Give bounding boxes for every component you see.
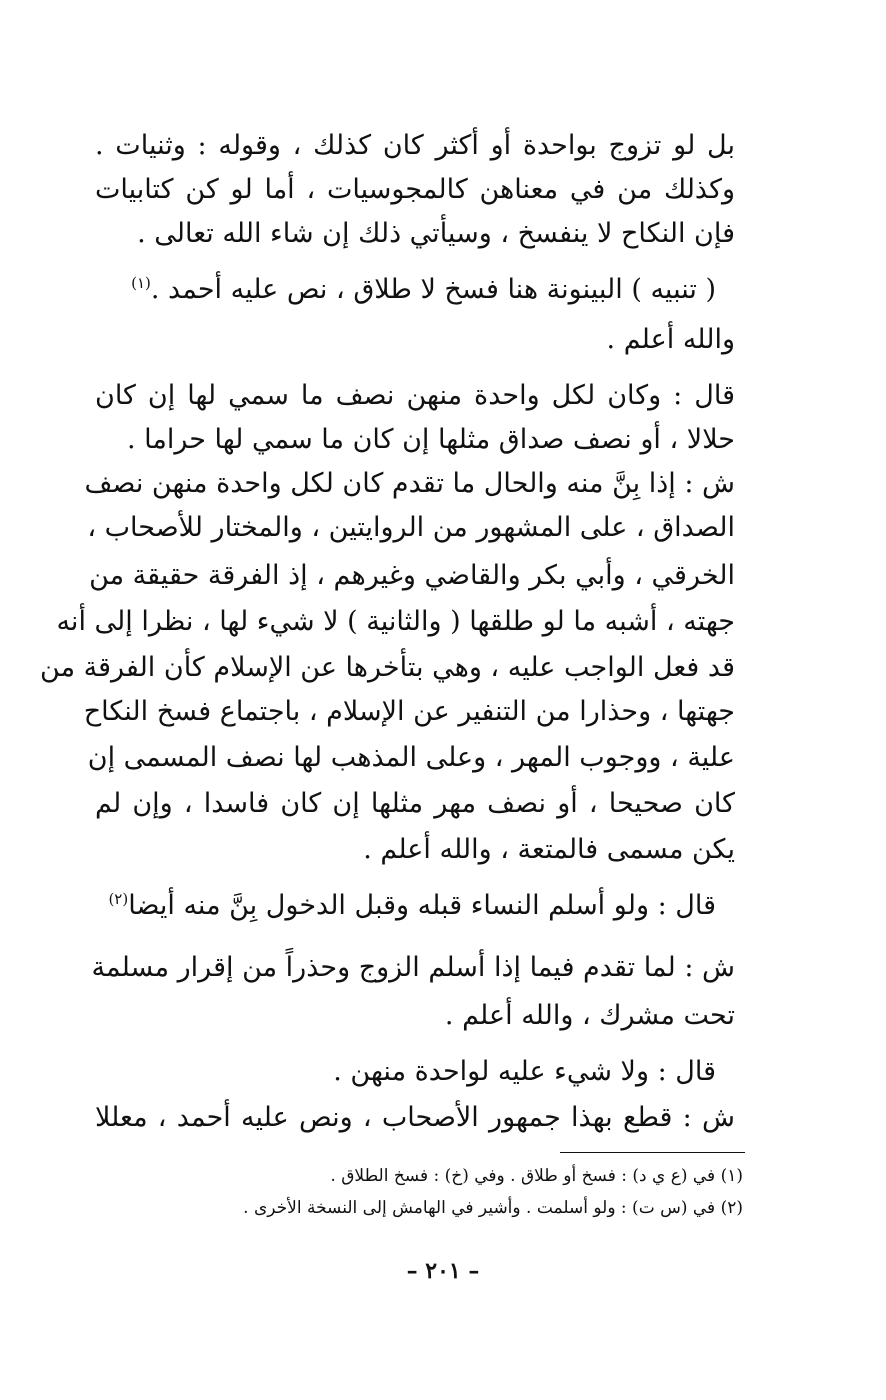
text-line: حلالا ، أو نصف صداق مثلها إن كان ما سمي لها حراما .	[126, 424, 735, 455]
footnote-ref: (١)	[131, 274, 151, 292]
text-line: تحت مشرك ، والله أعلم .	[444, 1000, 735, 1031]
footnote-separator	[560, 1152, 745, 1153]
text-line: قال : وكان لكل واحدة منهن نصف ما سمي لها إن كان	[95, 380, 735, 411]
text-line: والله أعلم .	[606, 324, 735, 355]
tanbih-line	[131, 270, 716, 310]
text-line: بل لو تزوج بواحدة أو أكثر كان كذلك ، وقوله : وثنيات .	[95, 130, 735, 161]
text-line: وكذلك من في معناهن كالمجوسيات ، أما لو كن كتابيات	[95, 174, 735, 205]
text-line: قد فعل الواجب عليه ، وهي بتأخرها عن الإسلام كأن الفرقة من	[40, 652, 735, 683]
text-line: جهته ، أشبه ما لو طلقها ( والثانية ) لا شيء لها ، نظرا إلى أنه	[56, 606, 735, 637]
text-line: قال : ولا شيء عليه لواحدة منهن .	[333, 1056, 716, 1087]
footnote: (٢) في (س ت) : ولو أسلمت . وأشير في الهامش إلى النسخة الأخرى .	[243, 1198, 743, 1218]
text-line: كان صحيحا ، أو نصف مهر مثلها إن كان فاسدا ، وإن لم	[95, 788, 735, 819]
footnote-ref: (٢)	[108, 890, 129, 908]
footnote: (١) في (ع ي د) : فسخ أو طلاق . وفي (خ) : فسخ الطلاق .	[330, 1166, 743, 1186]
text-line: علية ، ووجوب المهر ، وعلى المذهب لها نصف المسمى إن	[87, 742, 735, 773]
text-line: جهتها ، وحذارا من التنفير عن الإسلام ، باجتماع فسخ النكاح	[83, 696, 735, 727]
tanbih-text: ( تنبيه ) البينونة هنا فسخ لا طلاق ، نص عليه أحمد .	[150, 274, 716, 305]
text-line: الصداق ، على المشهور من الروايتين ، والمختار للأصحاب ،	[87, 512, 735, 543]
text-line: فإن النكاح لا ينفسخ ، وسيأتي ذلك إن شاء الله تعالى .	[137, 218, 735, 249]
text-line: الخرقي ، وأبي بكر والقاضي وغيرهم ، إذ الفرقة حقيقة من	[89, 560, 735, 591]
text-line: ش : قطع بهذا جمهور الأصحاب ، ونص عليه أحمد ، معللا	[95, 1102, 735, 1133]
qala-line	[108, 886, 716, 926]
text-line: ش : لما تقدم فيما إذا أسلم الزوج وحذراً من إقرار مسلمة	[91, 952, 735, 983]
text-line: يكن مسمى فالمتعة ، والله أعلم .	[363, 834, 735, 865]
text-line: ش : إذا بِنَّ منه والحال ما تقدم كان لكل واحدة منهن نصف	[84, 468, 735, 499]
page-number: – ٢٠١ –	[406, 1258, 480, 1284]
qala-text: قال : ولو أسلم النساء قبله وقبل الدخول بِنَّ منه أيضا	[128, 890, 716, 921]
